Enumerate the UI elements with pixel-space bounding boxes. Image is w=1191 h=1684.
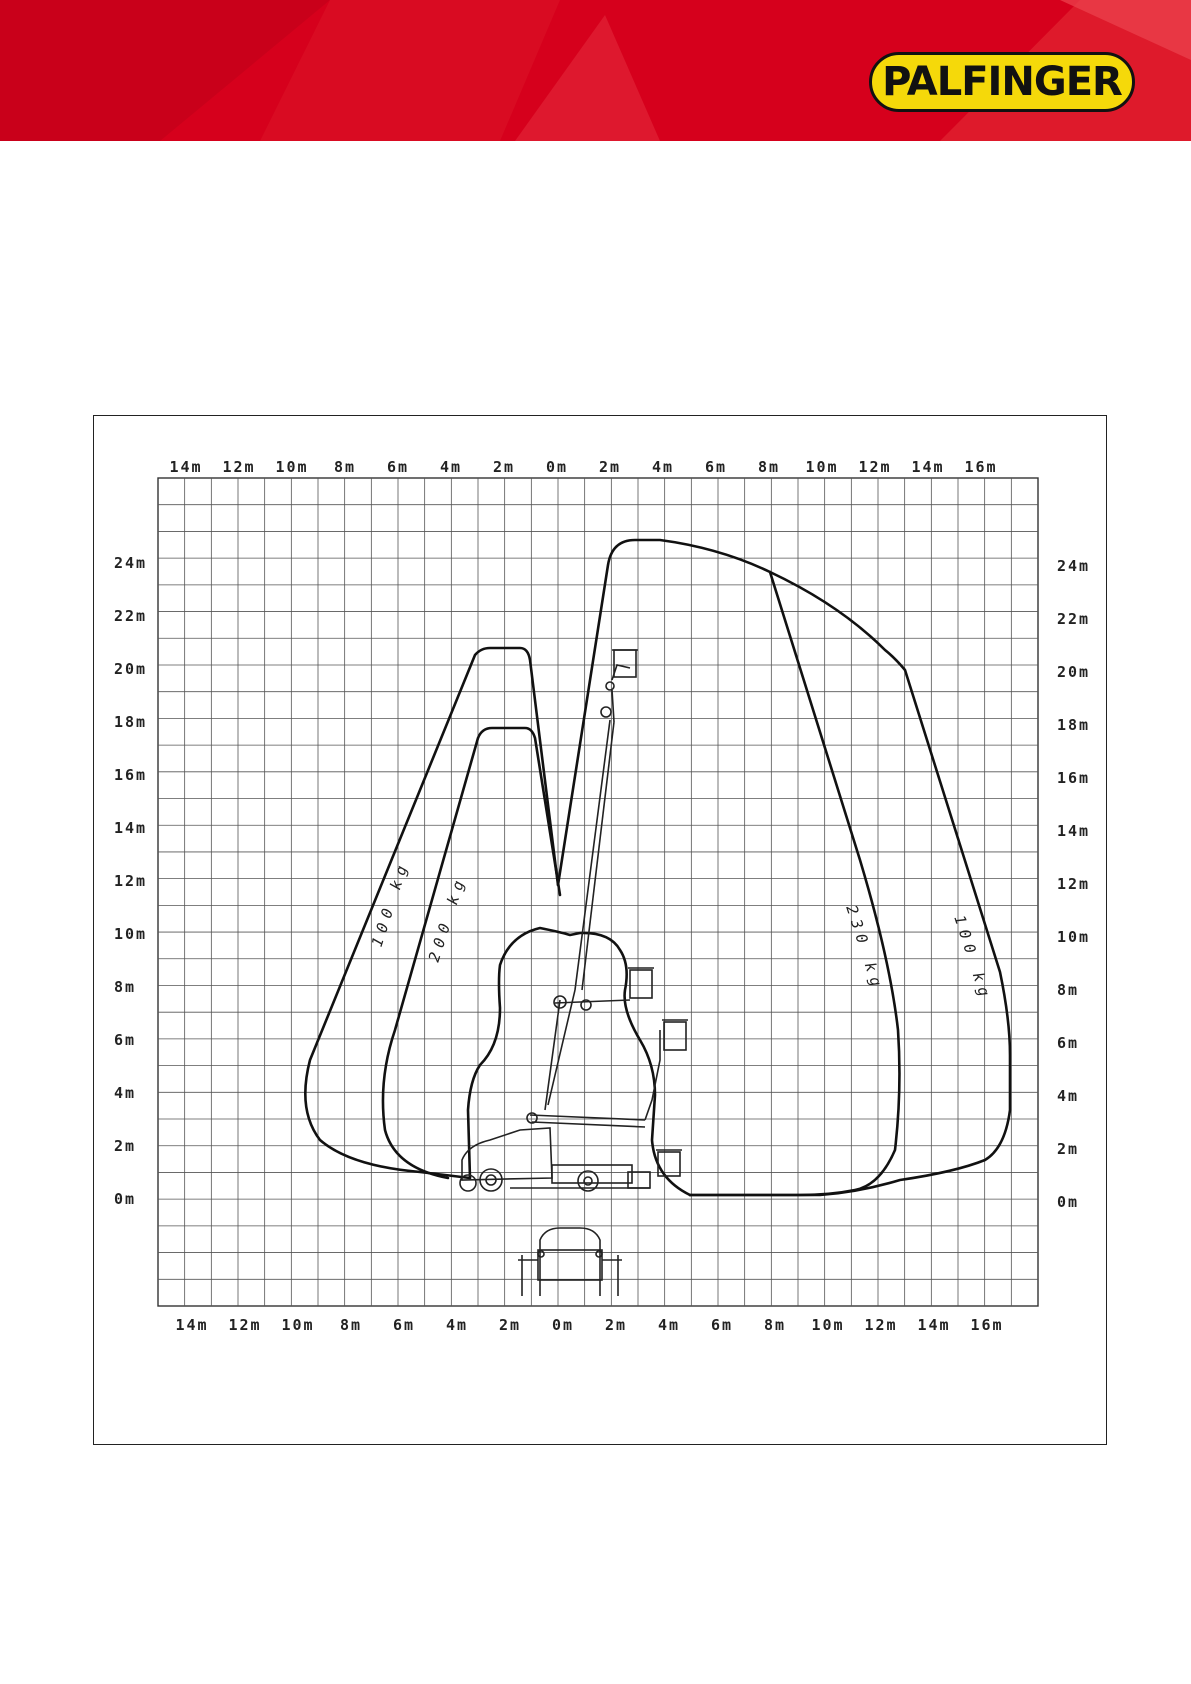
load-labels (368, 858, 995, 1004)
x-tick-label-top: 14m (911, 458, 945, 476)
y-tick-label-right: 10m (1057, 928, 1091, 946)
x-tick-label-top: 12m (222, 458, 256, 476)
x-tick-label-bottom: 8m (339, 1316, 363, 1334)
x-tick-label-top: 10m (275, 458, 309, 476)
axis-labels (114, 458, 1090, 1334)
y-tick-label-right: 4m (1057, 1087, 1080, 1105)
x-tick-label-bottom: 12m (864, 1316, 898, 1334)
y-tick-label-left: 2m (114, 1137, 137, 1155)
logo-text: PALFINGER (882, 59, 1122, 105)
envelope-230kg-inner (690, 572, 899, 1195)
load-label: 200 kg (424, 872, 470, 965)
y-tick-label-left: 20m (114, 660, 148, 678)
y-tick-label-left: 12m (114, 872, 148, 890)
x-tick-label-bottom: 6m (710, 1316, 734, 1334)
x-tick-label-bottom: 6m (392, 1316, 416, 1334)
x-tick-label-top: 14m (169, 458, 203, 476)
y-tick-label-left: 4m (114, 1084, 137, 1102)
y-tick-label-left: 22m (114, 607, 148, 625)
x-tick-label-bottom: 8m (763, 1316, 787, 1334)
x-tick-label-bottom: 16m (970, 1316, 1004, 1334)
envelope-200kg-left (383, 728, 560, 1178)
y-tick-label-left: 10m (114, 925, 148, 943)
y-tick-label-right: 24m (1057, 557, 1091, 575)
x-tick-label-bottom: 2m (498, 1316, 522, 1334)
x-tick-label-top: 8m (757, 458, 781, 476)
y-tick-label-left: 24m (114, 554, 148, 572)
load-label: 100 kg (367, 857, 413, 950)
x-tick-label-bottom: 14m (917, 1316, 951, 1334)
y-tick-label-right: 14m (1057, 822, 1091, 840)
x-tick-label-top: 0m (545, 458, 569, 476)
y-tick-label-left: 0m (114, 1190, 137, 1208)
x-tick-label-top: 12m (858, 458, 892, 476)
x-tick-label-top: 10m (805, 458, 839, 476)
x-tick-label-bottom: 4m (657, 1316, 681, 1334)
load-label: 100 kg (950, 912, 996, 1005)
y-tick-label-right: 8m (1057, 981, 1080, 999)
x-tick-label-top: 4m (439, 458, 463, 476)
load-label: 230 kg (842, 902, 888, 995)
y-tick-label-left: 8m (114, 978, 137, 996)
x-tick-label-top: 4m (651, 458, 675, 476)
x-tick-label-bottom: 10m (281, 1316, 315, 1334)
x-tick-label-top: 8m (333, 458, 357, 476)
inner-reach-curve (468, 928, 690, 1195)
x-tick-label-bottom: 2m (604, 1316, 628, 1334)
y-tick-label-right: 16m (1057, 769, 1091, 787)
x-tick-label-top: 2m (598, 458, 622, 476)
y-tick-label-left: 6m (114, 1031, 137, 1049)
x-tick-label-bottom: 14m (175, 1316, 209, 1334)
x-tick-label-bottom: 0m (551, 1316, 575, 1334)
y-tick-label-right: 6m (1057, 1034, 1080, 1052)
x-tick-label-top: 2m (492, 458, 516, 476)
x-tick-label-top: 16m (964, 458, 998, 476)
truck-front-view (518, 1228, 622, 1296)
x-tick-label-top: 6m (704, 458, 728, 476)
x-tick-label-bottom: 12m (228, 1316, 262, 1334)
truck-side-view (460, 1128, 650, 1191)
x-tick-label-bottom: 4m (445, 1316, 469, 1334)
y-tick-label-right: 12m (1057, 875, 1091, 893)
y-tick-label-right: 0m (1057, 1193, 1080, 1211)
x-tick-label-bottom: 10m (811, 1316, 845, 1334)
y-tick-label-left: 16m (114, 766, 148, 784)
y-tick-label-right: 2m (1057, 1140, 1080, 1158)
y-tick-label-right: 20m (1057, 663, 1091, 681)
y-tick-label-left: 18m (114, 713, 148, 731)
y-tick-label-right: 22m (1057, 610, 1091, 628)
x-tick-label-top: 6m (386, 458, 410, 476)
y-tick-label-right: 18m (1057, 716, 1091, 734)
y-tick-label-left: 14m (114, 819, 148, 837)
